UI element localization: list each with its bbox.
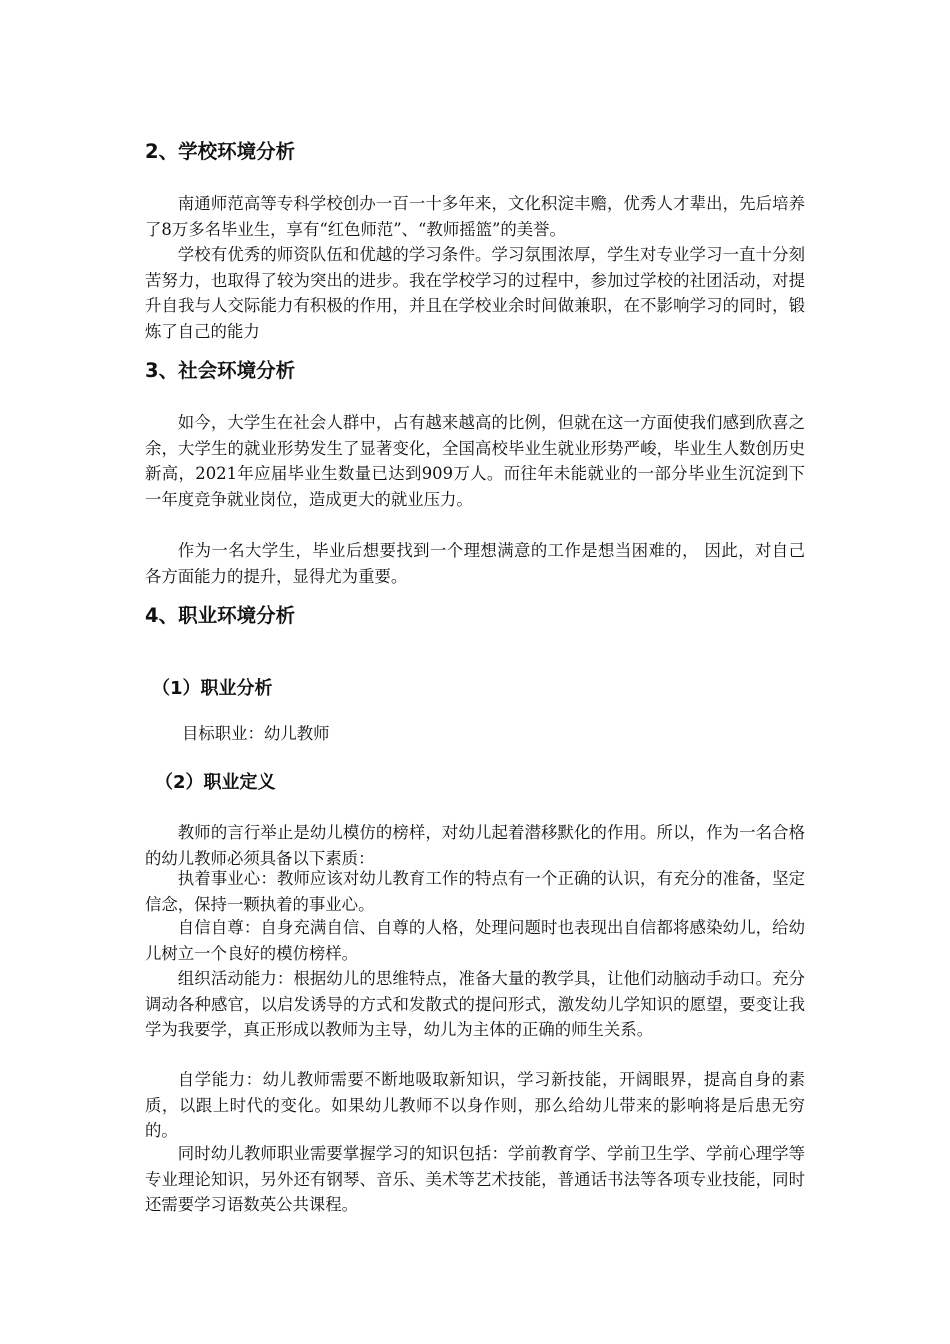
paragraph-social-ability: 作为一名大学生，毕业后想要找到一个理想满意的工作是想当困难的， 因此，对自己各方面能力的提升，显得尤为重要。 xyxy=(145,541,805,586)
section-heading-school-environment: 2、学校环境分析 xyxy=(145,140,296,163)
section-heading-career-environment: 4、职业环境分析 xyxy=(145,604,296,627)
paragraph-teacher-role-model: 教师的言行举止是幼儿模仿的榜样，对幼儿起着潜移默化的作用。所以，作为一名合格的幼儿教师必须具备以下素质： xyxy=(145,823,805,868)
subsection-heading-career-definition: （2）职业定义 xyxy=(155,772,276,793)
paragraph-self-confidence: 自信自尊：自身充满自信、自尊的人格，处理问题时也表现出自信都将感染幼儿，给幼儿树立一个良好的模仿榜样。 xyxy=(145,918,805,963)
paragraph-school-conditions: 学校有优秀的师资队伍和优越的学习条件。学习氛围浓厚，学生对专业学习一直十分刻苦努力，也取得了较为突出的进步。我在学校学习的过程中，参加过学校的社团活动，对提升自我与人交际能力有积极的作用，并且在学校业余时间做兼职，在不影响学习的同时，锻炼了自己的能力 xyxy=(145,245,805,341)
paragraph-social-employment: 如今，大学生在社会人群中，占有越来越高的比例，但就在这一方面使我们感到欣喜之余，大学生的就业形势发生了显著变化，全国高校毕业生就业形势严峻，毕业生人数创历史新高，2021年应届毕业生数量已达到909万人。而往年未能就业的一部分毕业生沉淀到下一年度竞争就业岗位，造成更大的就业压力。 xyxy=(145,413,805,509)
paragraph-school-history: 南通师范高等专科学校创办一百一十多年来，文化积淀丰赡，优秀人才辈出，先后培养了8万多名毕业生，享有“红色师范”、“教师摇篮”的美誉。 xyxy=(145,194,805,239)
paragraph-dedication: 执着事业心：教师应该对幼儿教育工作的特点有一个正确的认识，有充分的准备，坚定信念，保持一颗执着的事业心。 xyxy=(145,869,805,914)
section-heading-social-environment: 3、社会环境分析 xyxy=(145,359,296,382)
paragraph-organizing-ability: 组织活动能力：根据幼儿的思维特点，准备大量的教学具，让他们动脑动手动口。充分调动各种感官，以启发诱导的方式和发散式的提问形式，激发幼儿学知识的愿望，要变让我学为我要学，真正形成以教师为主导，幼儿为主体的正确的师生关系。 xyxy=(145,969,805,1040)
target-career-line: 目标职业：幼儿教师 xyxy=(182,724,330,743)
paragraph-required-knowledge: 同时幼儿教师职业需要掌握学习的知识包括：学前教育学、学前卫生学、学前心理学等专业理论知识，另外还有钢琴、音乐、美术等艺术技能，普通话书法等各项专业技能，同时还需要学习语数英公共课程。 xyxy=(145,1144,805,1215)
paragraph-self-learning: 自学能力：幼儿教师需要不断地吸取新知识，学习新技能，开阔眼界，提高自身的素质，以跟上时代的变化。如果幼儿教师不以身作则，那么给幼儿带来的影响将是后患无穷的。 xyxy=(145,1070,805,1141)
subsection-heading-career-analysis: （1）职业分析 xyxy=(152,678,273,699)
